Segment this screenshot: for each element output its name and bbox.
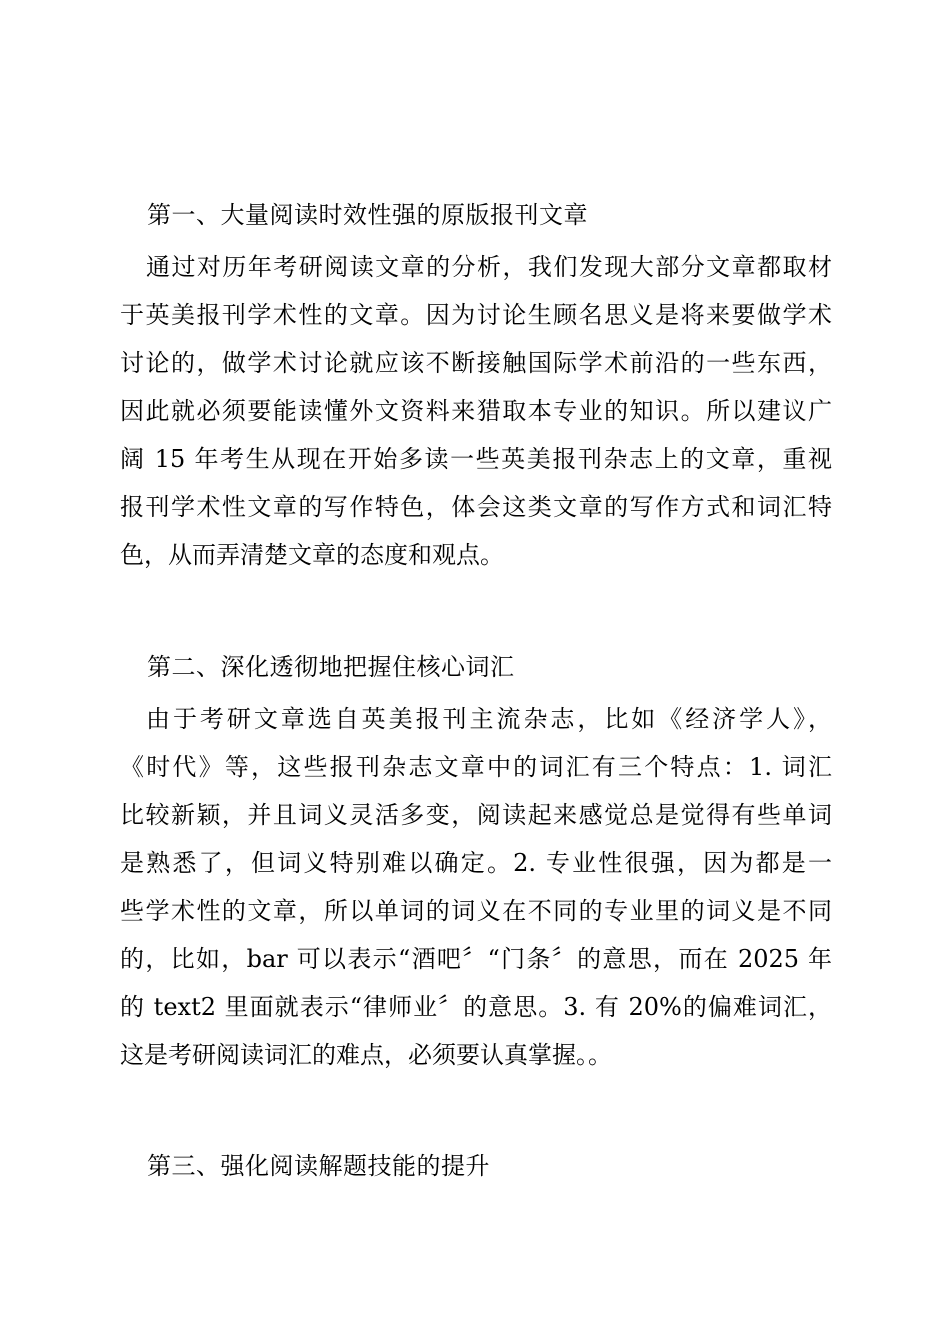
paragraph-line: 因此就必须要能读懂外文资料来猎取本专业的知识。所以建议广 <box>120 397 832 425</box>
paragraph-line: 色，从而弄清楚文章的态度和观点。 <box>120 541 504 569</box>
section-paragraph-1 <box>120 243 832 579</box>
paragraph-line: 由于考研文章选自英美报刊主流杂志，比如《经济学人》， <box>146 705 832 733</box>
paragraph-line: 的，比如，bar 可以表示“酒吧〞“门条〞的意思，而在 2025 年 <box>120 945 832 973</box>
paragraph-line: 讨论的，做学术讨论就应该不断接触国际学术前沿的一些东西， <box>120 349 832 377</box>
section-heading-3: 第三、强化阅读解题技能的提升 <box>147 1152 490 1180</box>
paragraph-line: 的 text2 里面就表示“律师业〞的意思。3. 有 20%的偏难词汇， <box>120 993 832 1021</box>
section-heading-1: 第一、大量阅读时效性强的原版报刊文章 <box>147 201 588 229</box>
paragraph-line: 于英美报刊学术性的文章。因为讨论生顾名思义是将来要做学术 <box>120 301 832 329</box>
paragraph-line: 这是考研阅读词汇的难点，必须要认真掌握。。 <box>120 1041 612 1069</box>
section-paragraph-2 <box>120 695 832 1079</box>
paragraph-line: 通过对历年考研阅读文章的分析，我们发现大部分文章都取材 <box>146 253 832 281</box>
section-heading-2: 第二、深化透彻地把握住核心词汇 <box>147 653 515 681</box>
paragraph-line: 《时代》等，这些报刊杂志文章中的词汇有三个特点：1. 词汇 <box>120 753 832 781</box>
paragraph-line: 阔 15 年考生从现在开始多读一些英美报刊杂志上的文章，重视 <box>120 445 832 473</box>
paragraph-line: 报刊学术性文章的写作特色，体会这类文章的写作方式和词汇特 <box>120 493 832 521</box>
paragraph-line: 些学术性的文章，所以单词的词义在不同的专业里的词义是不同 <box>120 897 832 925</box>
paragraph-line: 比较新颖，并且词义灵活多变，阅读起来感觉总是觉得有些单词 <box>120 801 832 829</box>
paragraph-line: 是熟悉了，但词义特别难以确定。2. 专业性很强，因为都是一 <box>120 849 832 877</box>
